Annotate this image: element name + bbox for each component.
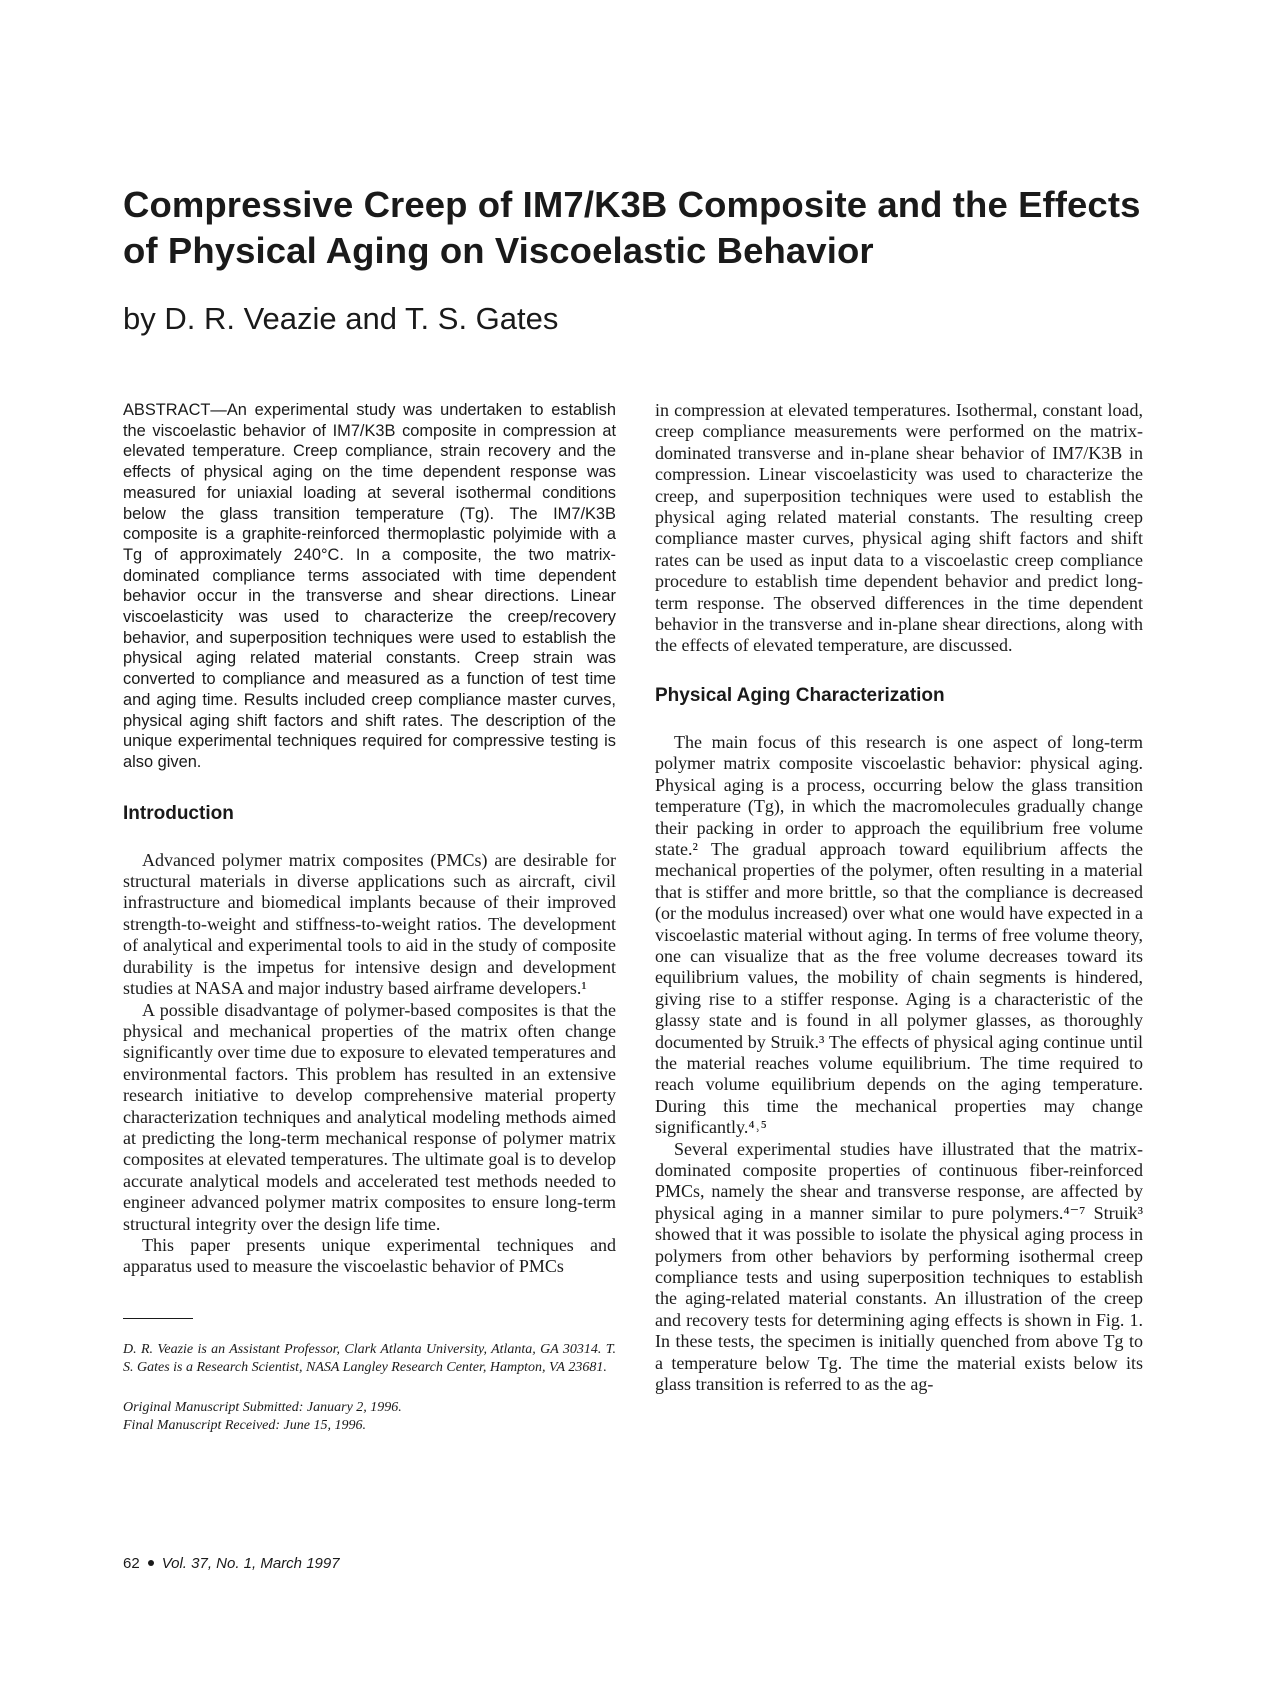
intro-continuation: in compression at elevated temperatures. Isothermal, constant load, creep compliance measurements were performed on the matrix-dominated transverse and in-plane shear behavior of IM7/K3B in compression. Linear viscoelasticity was used to characterize the creep, and superposition techniques were used to establish the physical aging related material constants. The resulting creep compliance master curves, physical aging shift factors and shift rates can be used as input data to a viscoelastic creep compliance procedure to establish time dependent behavior and predict long-term response. The observed differences in the time dependent behavior in the transverse and in-plane shear directions, along with the effects of elevated temperature, are discussed. bbox=[655, 400, 1143, 656]
manuscript-submitted: Original Manuscript Submitted: January 2, 1996. bbox=[123, 1400, 402, 1416]
right-column bbox=[655, 400, 1143, 1395]
manuscript-received: Final Manuscript Received: June 15, 1996. bbox=[123, 1418, 366, 1434]
author-affiliations: D. R. Veazie is an Assistant Professor, Clark Atlanta University, Atlanta, GA 30314. T. S. Gates is a Research Scientist, NASA Langley Research Center, Hampton, VA 23681. bbox=[123, 1341, 616, 1375]
page-number: 62 bbox=[123, 1555, 140, 1572]
abstract bbox=[123, 400, 616, 773]
physical-aging-heading: Physical Aging Characterization bbox=[655, 684, 945, 706]
bullet-separator bbox=[148, 1560, 154, 1566]
paper-title: Compressive Creep of IM7/K3B Composite and the Effects of Physical Aging on Viscoelastic Behavior bbox=[123, 184, 1141, 271]
abstract-heading: ABSTRACT— bbox=[123, 401, 227, 419]
introduction-heading: Introduction bbox=[123, 802, 234, 824]
page-footer bbox=[123, 1555, 340, 1573]
intro-paragraph-1: Advanced polymer matrix composites (PMCs) are desirable for structural materials in diverse applications such as aircraft, civil infrastructure and biomedical implants because of their improved strength-to-weight and stiffness-to-weight ratios. The development of analytical and experimental tools to aid in the study of composite durability is the impetus for intensive design and development studies at NASA and major industry based airframe developers.¹ bbox=[123, 849, 616, 999]
intro-paragraph-3: This paper presents unique experimental techniques and apparatus used to measure the viscoelastic behavior of PMCs bbox=[123, 1234, 616, 1277]
aging-paragraph-2: Several experimental studies have illustrated that the matrix-dominated composite properties of continuous fiber-reinforced PMCs, namely the shear and transverse response, are affected by physical aging in a manner similar to pure polymers.⁴⁻⁷ Struik³ showed that it was possible to isolate the physical aging process in polymers from other behaviors by performing isothermal creep compliance tests and using superposition techniques to establish the aging-related material constants. An illustration of the creep and recovery tests for determining aging effects is shown in Fig. 1. In these tests, the specimen is initially quenched from above Tg to a temperature below Tg. The time the material exists below its glass transition is referred to as the ag- bbox=[655, 1138, 1143, 1395]
left-column bbox=[123, 400, 616, 1436]
journal-volume: Vol. 37, No. 1, March 1997 bbox=[161, 1555, 340, 1572]
intro-paragraph-2: A possible disadvantage of polymer-based composites is that the physical and mechanical properties of the matrix often change significantly over time due to exposure to elevated temperatures and environmental factors. This problem has resulted in an extensive research initiative to develop comprehensive material property characterization techniques and analytical modeling methods aimed at predicting the long-term mechanical response of polymer matrix composites at elevated temperatures. The ultimate goal is to develop accurate analytical models and accelerated test methods needed to engineer advanced polymer matrix composites to ensure long-term structural integrity over the design life time. bbox=[123, 999, 616, 1234]
aging-paragraph-1: The main focus of this research is one aspect of long-term polymer matrix composite viscoelastic behavior: physical aging. Physical aging is a process, occurring below the glass transition temperature (Tg), in which the macromolecules gradually change their packing in order to approach the equilibrium free volume state.² The gradual approach toward equilibrium affects the mechanical properties of the polymer, often resulting in a material that is stiffer and more brittle, so that the compliance is decreased (or the modulus increased) over what one would have expected in a viscoelastic material without aging. In terms of free volume theory, one can visualize that as the free volume decreases toward its equilibrium values, the mobility of chain segments is hindered, giving rise to a stiffer response. Aging is a characteristic of the glassy state and is found in all polymer glasses, as thoroughly documented by Struik.³ The effects of physical aging continue until the material reaches volume equilibrium. The time required to reach volume equilibrium depends on the aging temperature. During this time the mechanical properties may change significantly.⁴˒⁵ bbox=[655, 731, 1143, 1138]
abstract-text: An experimental study was undertaken to establish the viscoelastic behavior of IM7/K3B composite in compression at elevated temperature. Creep compliance, strain recovery and the effects of physical aging on the time dependent response was measured for uniaxial loading at several isothermal conditions below the glass transition temperature (Tg). The IM7/K3B composite is a graphite-reinforced thermoplastic polyimide with a Tg of approximately 240°C. In a composite, the two matrix-dominated compliance terms associated with time dependent behavior occur in the transverse and shear directions. Linear viscoelasticity was used to characterize the creep/recovery behavior, and superposition techniques were used to establish the physical aging related material constants. Creep strain was converted to compliance and measured as a function of test time and aging time. Results included creep compliance master curves, physical aging shift factors and shift rates. The description of the unique experimental techniques required for compressive testing is also given. bbox=[123, 401, 616, 771]
footnote-divider bbox=[123, 1318, 193, 1319]
author-line: by D. R. Veazie and T. S. Gates bbox=[123, 301, 559, 336]
